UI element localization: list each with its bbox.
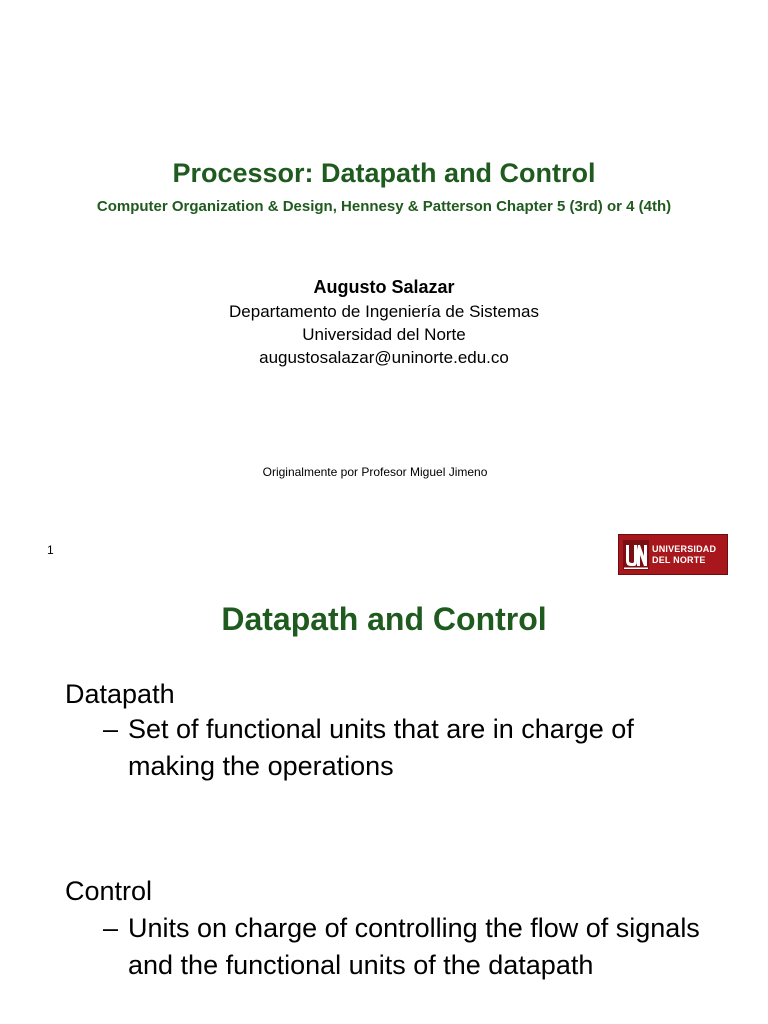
slide-title: Datapath and Control [221,601,547,637]
dash-bullet-icon: – [103,714,119,744]
author-department: Departamento de Ingeniería de Sistemas [229,302,539,321]
credit-note: Originalmente por Profesor Miguel Jimeno [262,465,488,479]
sub-bullet-text: Set of functional units that are in charge of making the operations [128,714,634,781]
author-email: augustosalazar@uninorte.edu.co [259,348,509,367]
slide-2 [0,590,768,1024]
university-monogram-icon [623,540,649,570]
university-logo [618,534,728,575]
author-block [0,276,768,369]
sub-bullet-datapath [103,711,723,785]
bullet-datapath: Datapath [65,679,175,709]
university-logo-text: UNIVERSIDAD DEL NORTE [652,543,717,565]
sub-bullet-text: Units on charge of controlling the flow of signals and the functional units of the datapath [128,913,700,980]
sub-bullet-control [103,910,723,984]
slide-subtitle: Computer Organization & Design, Hennesy & Patterson Chapter 5 (3rd) or 4 (4th) [96,198,672,215]
bullet-control: Control [65,876,153,906]
page-number: 1 [47,543,54,557]
author-university: Universidad del Norte [302,325,466,344]
dash-bullet-icon: – [103,913,119,943]
author-name: Augusto Salazar [313,277,455,297]
slide-title: Processor: Datapath and Control [172,158,596,188]
